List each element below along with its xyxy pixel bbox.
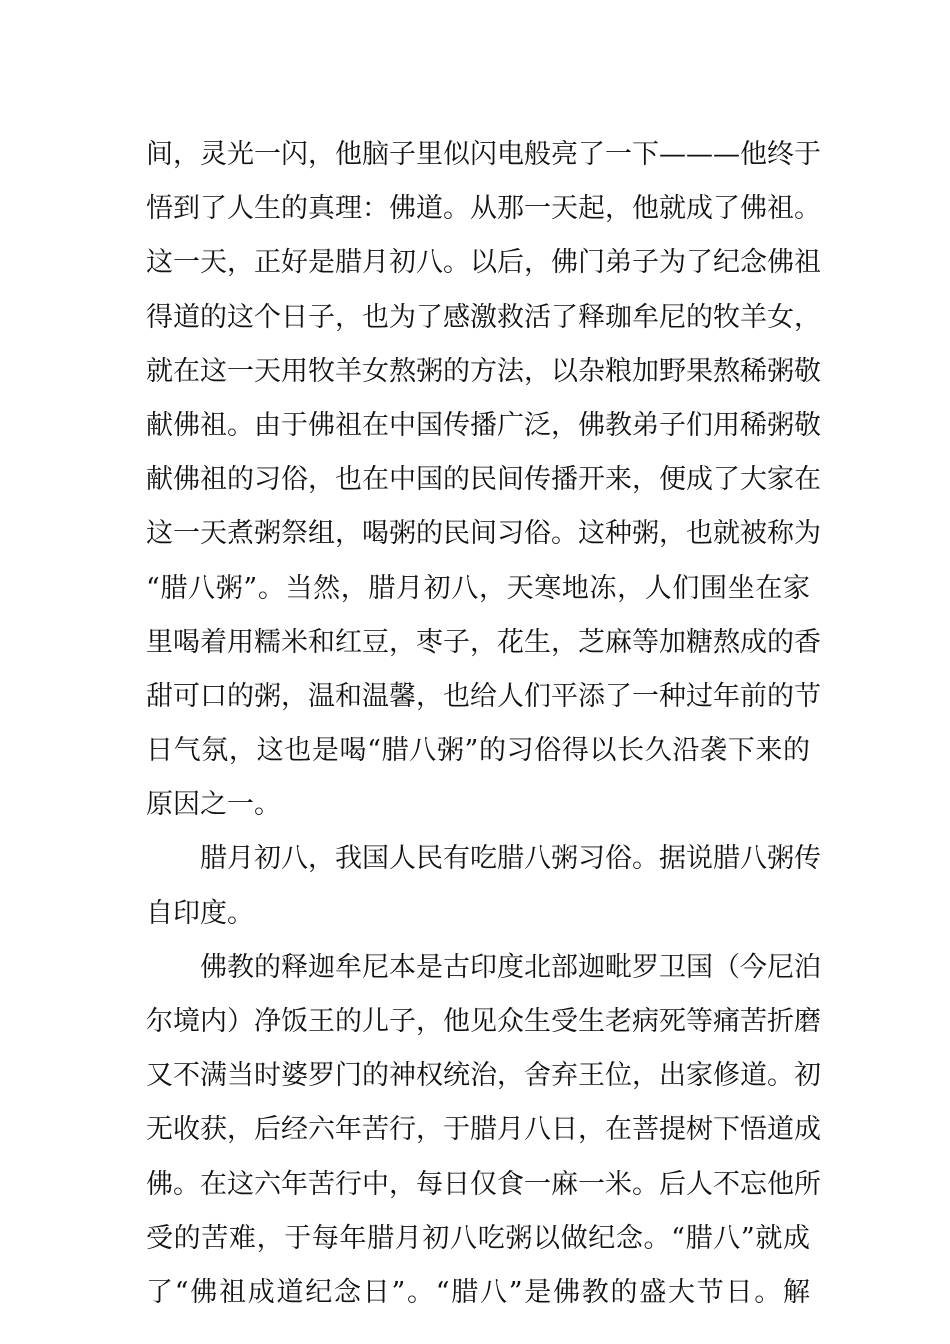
text-line: 得道的这个日子，也为了感激救活了释珈牟尼的牧羊女， bbox=[146, 301, 821, 333]
body-text bbox=[146, 128, 821, 1320]
text-line: 尔境内）净饭王的儿子，他见众生受生老病死等痛苦折磨 bbox=[146, 1006, 821, 1037]
text-line: 自印度。 bbox=[146, 897, 254, 929]
text-line: 受的苦难，于每年腊月初八吃粥以做纪念。“腊八”就成 bbox=[146, 1222, 810, 1254]
text-line: 佛。在这六年苦行中，每日仅食一麻一米。后人不忘他所 bbox=[146, 1168, 821, 1200]
text-line: 献佛祖的习俗，也在中国的民间传播开来，便成了大家在 bbox=[146, 464, 821, 496]
text-line: 就在这一天用牧羊女熬粥的方法，以杂粮加野果熬稀粥敬 bbox=[146, 355, 821, 387]
text-line: 佛教的释迦牟尼本是古印度北部迦毗罗卫国（今尼泊 bbox=[200, 951, 821, 983]
text-line: 了“佛祖成道纪念日”。“腊八”是佛教的盛大节日。解 bbox=[146, 1276, 810, 1308]
text-line: 悟到了人生的真理：佛道。从那一天起，他就成了佛祖。 bbox=[146, 193, 821, 225]
text-line: 献佛祖。由于佛祖在中国传播广泛，佛教弟子们用稀粥敬 bbox=[146, 409, 821, 441]
text-line: 原因之一。 bbox=[146, 789, 281, 821]
text-line: 又不满当时婆罗门的神权统治，舍弃王位，出家修道。初 bbox=[146, 1060, 821, 1092]
text-line: 腊月初八，我国人民有吃腊八粥习俗。据说腊八粥传 bbox=[200, 843, 821, 875]
text-line: 这一天，正好是腊月初八。以后，佛门弟子为了纪念佛祖 bbox=[146, 247, 821, 279]
text-line: 里喝着用糯米和红豆，枣子，花生，芝麻等加糖熬成的香 bbox=[146, 626, 821, 658]
text-line: 无收获，后经六年苦行，于腊月八日，在菩提树下悟道成 bbox=[146, 1114, 821, 1146]
text-line: 日气氛，这也是喝“腊八粥”的习俗得以长久沿袭下来的 bbox=[146, 735, 810, 767]
text-line: 甜可口的粥，温和温馨，也给人们平添了一种过年前的节 bbox=[146, 680, 821, 712]
text-line: “腊八粥”。当然，腊月初八，天寒地冻，人们围坐在家 bbox=[146, 572, 810, 604]
text-line: 这一天煮粥祭组，喝粥的民间习俗。这种粥，也就被称为 bbox=[146, 518, 821, 550]
text-line: 间，灵光一闪，他脑子里似闪电般亮了一下———他终于 bbox=[146, 139, 821, 170]
